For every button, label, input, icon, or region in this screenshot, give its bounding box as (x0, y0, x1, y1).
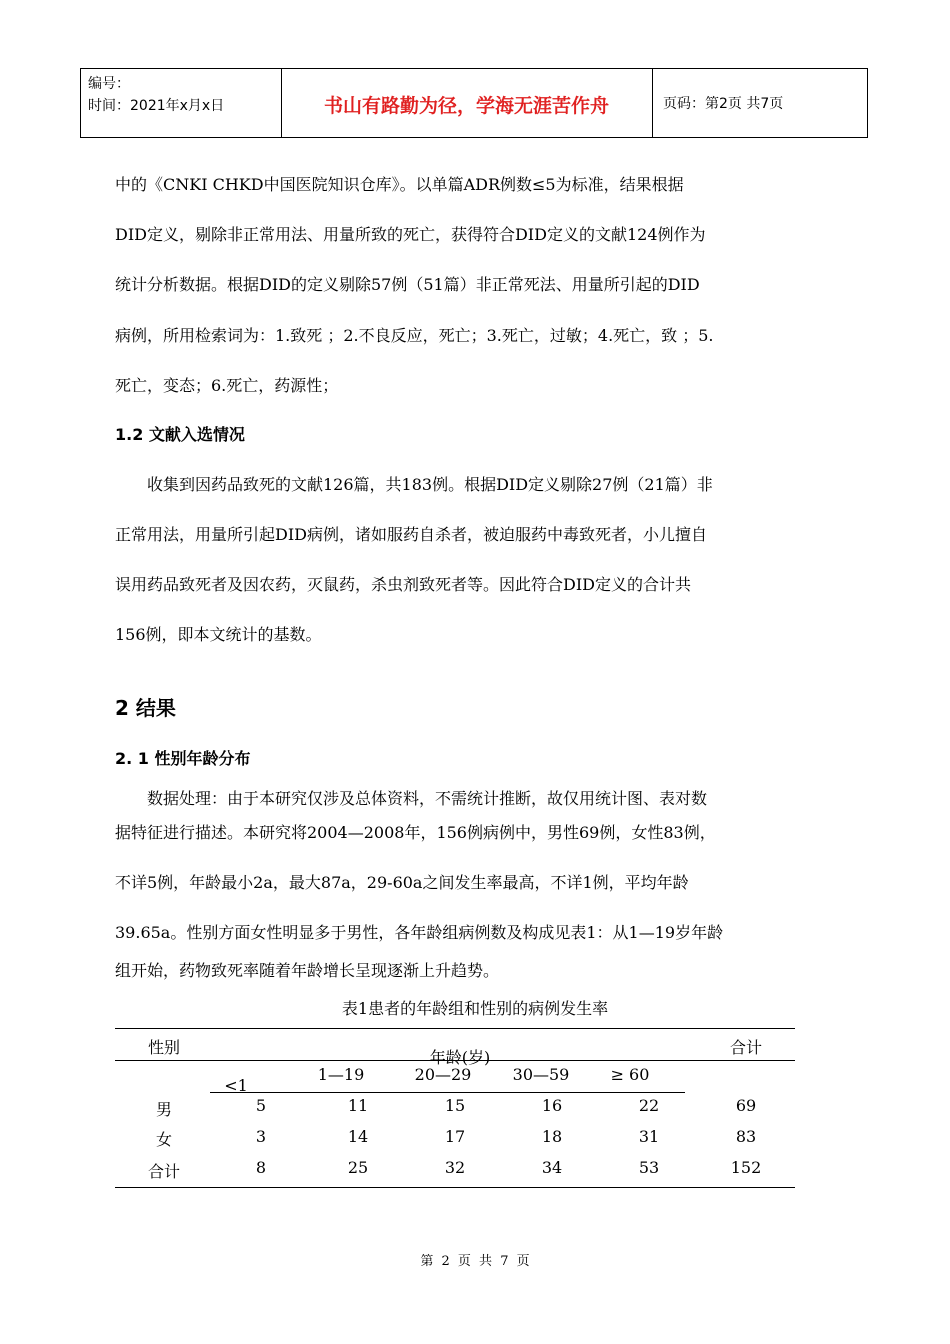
body-line: 据特征进行描述。本研究将2004—2008年，156例病例中，男性69例，女性83例， (115, 823, 716, 842)
header-date: 时间：2021年x月x日 (88, 98, 225, 114)
table-cell: 3 (255, 1127, 267, 1146)
body-line: DID定义，剔除非正常用法、用量所致的死亡，获得符合DID定义的文献124例作为 (115, 225, 706, 244)
table-cell: 18 (541, 1127, 563, 1146)
age-group-header: <1 (224, 1076, 248, 1095)
header-meta (88, 73, 224, 117)
table-cell: 14 (347, 1127, 369, 1146)
body-line: 156例，即本文统计的基数。 (115, 625, 322, 644)
table-cell: 31 (638, 1127, 660, 1146)
body-line: 组开始，药物致死率随着年龄增长呈现逐渐上升趋势。 (115, 961, 500, 980)
table-row-label: 合计 (147, 1162, 180, 1181)
table-cell: 8 (255, 1158, 267, 1177)
section-heading-1-2: 1.2 文献入选情况 (115, 425, 245, 444)
age-group-header: 30—59 (512, 1065, 570, 1084)
table-top-rule (115, 1028, 795, 1029)
body-line: 中的《CNKI CHKD中国医院知识仓库》。以单篇ADR例数≤5为标准，结果根据 (115, 175, 684, 194)
body-line: 正常用法，用量所引起DID病例，诸如服药自杀者，被迫服药中毒致死者，小儿擅自 (115, 525, 707, 544)
table-row-label: 男 (155, 1100, 172, 1119)
header-motto: 书山有路勤为径，学海无涯苦作舟 (323, 95, 609, 117)
table-cell: 16 (541, 1096, 563, 1115)
body-line: 病例，所用检索词为：1.致死 ；2.不良反应，死亡；3.死亡，过敏；4.死亡，致 ；5. (115, 326, 714, 345)
table-cell-total: 69 (735, 1096, 757, 1115)
table-cell: 17 (444, 1127, 466, 1146)
age-group-header: 1—19 (317, 1065, 365, 1084)
body-line: 统计分析数据。根据DID的定义剔除57例（51篇）非正常死法、用量所引起的DID (115, 275, 700, 294)
page-footer: 第 2 页 共 7 页 (420, 1254, 530, 1269)
body-line: 39.65a。性别方面女性明显多于男性，各年龄组病例数及构成见表1：从1—19岁年龄 (115, 923, 724, 942)
page-header (80, 68, 868, 138)
table-caption: 表1患者的年龄组和性别的病例发生率 (341, 999, 609, 1018)
body-line: 数据处理：由于本研究仅涉及总体资料，不需统计推断，故仅用统计图、表对数 (115, 789, 708, 808)
age-group-header: ≥ 60 (610, 1065, 650, 1084)
table-cell: 5 (255, 1096, 267, 1115)
table-cell: 22 (638, 1096, 660, 1115)
table-cell: 34 (541, 1158, 563, 1177)
table-cell: 53 (638, 1158, 660, 1177)
header-page-number: 页码：第2页 共7页 (663, 96, 784, 112)
header-divider (652, 69, 653, 137)
table-cell: 32 (444, 1158, 466, 1177)
age-group-header: 20—29 (414, 1065, 472, 1084)
header-divider (867, 69, 868, 137)
body-line: 不详5例，年龄最小2a，最大87a，29-60a之间发生率最高，不详1例，平均年龄 (115, 873, 689, 892)
table-cell: 11 (347, 1096, 369, 1115)
section-heading-2: 2 结果 (115, 696, 176, 720)
body-line: 死亡，变态；6.死亡，药源性； (115, 376, 339, 395)
table-cell-total: 152 (730, 1158, 762, 1177)
table-cell-total: 83 (735, 1127, 757, 1146)
table-header-total: 合计 (729, 1038, 762, 1057)
table-header-gender: 性别 (147, 1038, 180, 1057)
body-line: 误用药品致死者及因农药，灭鼠药，杀虫剂致死者等。因此符合DID定义的合计共 (115, 575, 691, 594)
table-cell: 25 (347, 1158, 369, 1177)
body-line: 收集到因药品致死的文献126篇，共183例。根据DID定义剔除27例（21篇）非 (115, 475, 713, 494)
header-divider (80, 69, 81, 137)
table-header-age: 年龄(岁) (429, 1048, 491, 1067)
table-row-label: 女 (155, 1130, 172, 1149)
table-subheader-rule (210, 1092, 685, 1093)
table-cell: 15 (444, 1096, 466, 1115)
section-heading-2-1: 2. 1 性别年龄分布 (115, 749, 251, 768)
header-number: 编号： (88, 76, 130, 92)
table-bottom-rule (115, 1187, 795, 1188)
